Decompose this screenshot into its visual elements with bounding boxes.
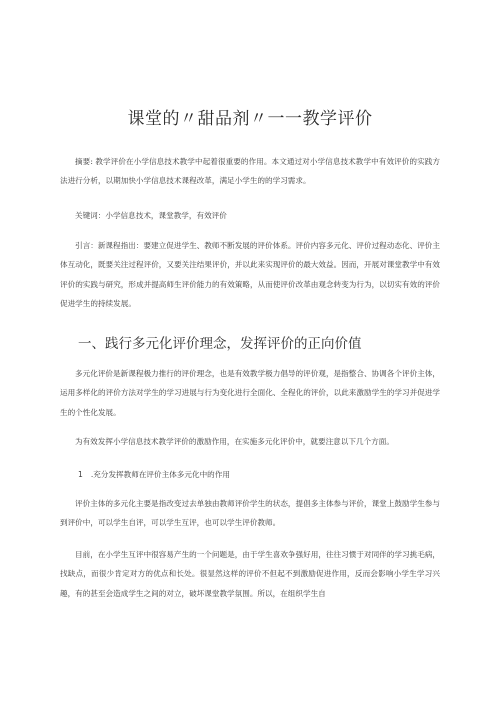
keywords-paragraph: 关键词：小学信息技术，课堂教学，有效评价 bbox=[75, 211, 227, 220]
section1-paragraph-2: 为有效发挥小学信息技术教学评价的激励作用，在实施多元化评价中，就要注意以下几个方面。 bbox=[75, 437, 394, 446]
subsection1-paragraph-2: 目前，在小学生互评中很容易产生的一个问题是，由于学生喜欢争强好用，往往习惯于对同伴的学习挑毛病，找缺点，而很少肯定对方的优点和长处。很显然这样的评价不但起不到激励促进作用，反而会影响小学生学习兴趣，有的甚至会造成学生之间的对立，破坏课堂教学氛围。所以，在组织学生自 bbox=[60, 550, 440, 598]
document-title: 课堂的〃甜品剂〃一一教学评价 bbox=[127, 109, 373, 129]
subsection1-title: .充分发挥教师在评价主体多元化中的作用 bbox=[90, 470, 230, 479]
intro-paragraph: 引言：新课程指出：要建立促进学生、教师不断发展的评价体系。评价内容多元化、评价过程动态化、评价主体互动化，既要关注过程评价，又要关注结果评价，并以此来实现评价的最大效益。因而，开展对课堂教学中有效评价的实践与研究，形成并提高师生评价能力的有效策略，从而使评价改革由观念转变为行为，以切实有效的评价促进学生的持续发展。 bbox=[60, 241, 440, 309]
subsection1-paragraph-1: 评价主体的多元化主要是指改变过去单独由教师评价学生的状态，提倡多主体参与评价，课堂上鼓励学生参与到评价中，可以学生自评，可以学生互评，也可以学生评价教师。 bbox=[60, 499, 440, 528]
abstract-paragraph: 摘要: 教学评价在小学信息技术教学中起着很重要的作用。本文通过对小学信息技术教学中有效评价的实践方法进行分析，以期加快小学信息技术课程改革，满足小学生的的学习需求。 bbox=[60, 157, 440, 186]
subsection1-heading bbox=[78, 469, 230, 480]
section1-heading bbox=[60, 332, 460, 352]
section1-heading-text: 一、践行多元化评价理念，发挥评价的正向价值 bbox=[78, 336, 362, 352]
section1-paragraph-1: 多元化评价是新课程极力推行的评价理念，也是有效教学极力倡导的评价观，是指整合、协调各个评价主体，运用多样化的评价方法对学生的学习进展与行为变化进行全面化、全程化的评价，以此来激励学生的学习并促进学生的个性化发展。 bbox=[60, 369, 440, 417]
subsection1-number: 1 bbox=[78, 470, 83, 479]
